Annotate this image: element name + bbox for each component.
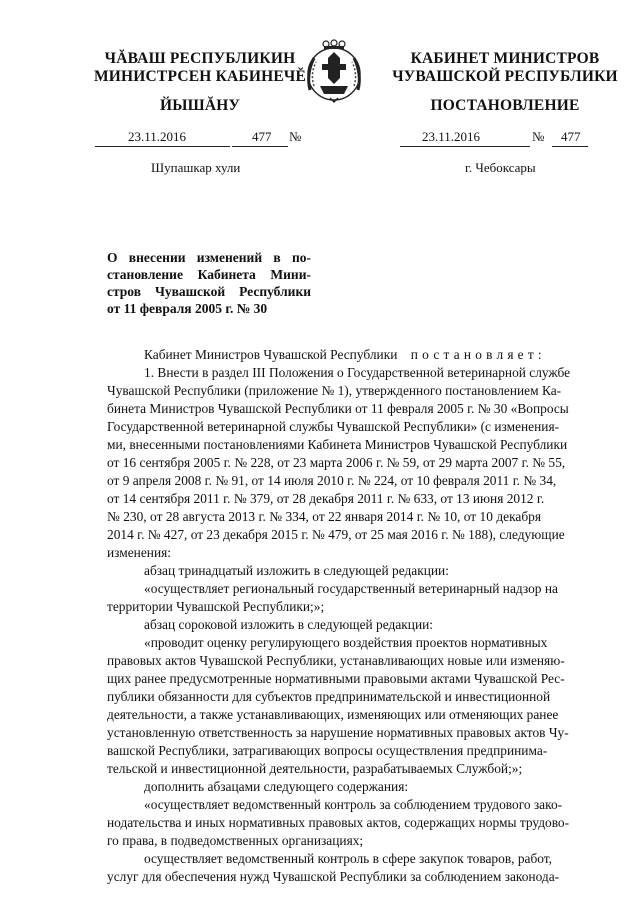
left-city: Шупашкар хули <box>151 160 241 175</box>
right-number-underline <box>552 146 588 147</box>
title-line: О внесении изменений в по- <box>107 250 311 265</box>
body-line: услуг для обеспечения нужд Чувашской Республики за соблюдением законода- <box>107 869 560 884</box>
body-line: го права, в подведомственных организациях; <box>107 833 364 848</box>
right-date: 23.11.2016 <box>422 129 481 144</box>
body-line: «осуществляет ведомственный контроль за соблюдением трудового зако- <box>144 797 563 812</box>
left-org-line1: ЧĂВАШ РЕСПУБЛИКИН <box>104 50 296 67</box>
right-city: г. Чебоксары <box>465 160 536 175</box>
body-line: от 9 апреля 2008 г. № 91, от 14 июля 2010 г. № 224, от 10 февраля 2011 г. № 34, <box>107 473 557 488</box>
body-line: правовых актов Чувашской Республики, устанавливающих новые или изменяю- <box>107 653 565 668</box>
left-number-sign: № <box>289 129 302 144</box>
left-number: 477 <box>252 129 272 144</box>
body-line: дополнить абзацами следующего содержания: <box>144 779 409 794</box>
body-line: деятельности, а также устанавливающих, изменяющих или отменяющих ранее <box>107 707 559 722</box>
body-line: «осуществляет региональный государственный ветеринарный надзор на <box>144 581 558 596</box>
body-line: изменения: <box>107 545 172 560</box>
body-line: ми, внесенными постановлениями Кабинета Министров Чувашской Республики <box>107 437 568 452</box>
body-line: нодательства и иных нормативных правовых актов, содержащих нормы трудово- <box>107 815 570 830</box>
right-org-name <box>385 50 625 86</box>
left-date: 23.11.2016 <box>128 129 187 144</box>
right-number-sign: № <box>532 129 545 144</box>
left-date-underline <box>95 146 230 147</box>
left-org-line2: МИНИСТРСЕН КАБИНЕЧĔ <box>93 68 307 85</box>
body-line: «проводит оценку регулирующего воздействия проектов нормативных <box>144 635 548 650</box>
body-line: № 230, от 28 августа 2013 г. № 334, от 22 января 2014 г. № 10, от 10 декабря <box>107 509 541 524</box>
body-line: территории Чувашской Республики;»; <box>107 599 325 614</box>
body-line: абзац сороковой изложить в следующей редакции: <box>144 617 434 632</box>
body-line: 1. Внести в раздел III Положения о Государственной ветеринарной службе <box>144 365 571 380</box>
body-line: бинета Министров Чувашской Республики от 11 февраля 2005 г. № 30 «Вопросы <box>107 401 569 416</box>
left-number-underline <box>232 146 288 147</box>
right-org-line1: КАБИНЕТ МИНИСТРОВ <box>410 50 600 67</box>
body-line: осуществляет ведомственный контроль в сфере закупок товаров, работ, <box>144 851 552 866</box>
document-title <box>107 249 311 317</box>
right-number: 477 <box>561 129 581 144</box>
left-doc-type: ЙЫШĂНУ <box>159 97 241 114</box>
body-line: абзац тринадцатый изложить в следующей редакции: <box>144 563 449 578</box>
body-line: вашской Республики, затрагивающих вопросы осуществления предпринима- <box>107 743 548 758</box>
body-line: от 16 сентября 2005 г. № 228, от 23 марта 2006 г. № 59, от 29 марта 2007 г. № 55, <box>107 455 566 470</box>
left-org-name <box>80 50 320 86</box>
body-line: от 14 сентября 2011 г. № 379, от 28 декабря 2011 г. № 633, от 13 июня 2012 г. <box>107 491 545 506</box>
right-date-underline <box>400 146 530 147</box>
right-doc-type: ПОСТАНОВЛЕНИЕ <box>430 97 580 114</box>
preamble <box>144 346 546 364</box>
body-line: установленную ответственность за нарушение нормативных правовых актов Чу- <box>107 725 569 740</box>
body-line: Чувашской Республики (приложение № 1), утвержденного постановлением Ка- <box>107 383 562 398</box>
body-line: публики обязанности для субъектов предпринимательской и инвестиционной <box>107 689 551 704</box>
preamble-text: Кабинет Министров Чувашской Республики <box>144 347 398 362</box>
preamble-verb: постановляет: <box>410 347 546 362</box>
title-line: стров Чувашской Республики <box>107 284 311 299</box>
body-line: щих ранее предусмотренные нормативными правовыми актами Чувашской Рес- <box>107 671 565 686</box>
chuvash-republic-emblem <box>300 38 368 104</box>
title-line: от 11 февраля 2005 г. № 30 <box>107 301 268 316</box>
title-line: становление Кабинета Мини- <box>107 267 311 282</box>
body-line: тельской и инвестиционной деятельности, разрабатываемых Службой;»; <box>107 761 523 776</box>
right-org-line2: ЧУВАШСКОЙ РЕСПУБЛИКИ <box>392 68 618 85</box>
body-line: Государственной ветеринарной службы Чувашской Республики» (с изменения- <box>107 419 560 434</box>
body-line: 2014 г. № 427, от 23 декабря 2015 г. № 479, от 25 мая 2016 г. № 188), следующие <box>107 527 565 542</box>
